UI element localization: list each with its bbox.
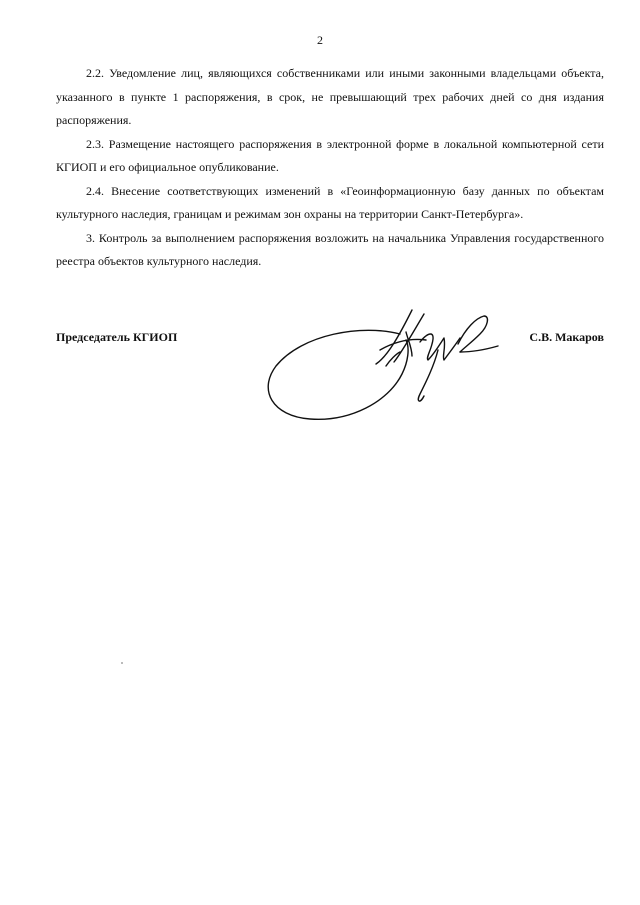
signature-icon — [262, 304, 502, 434]
signatory-name: С.В. Макаров — [529, 330, 604, 344]
scan-speck — [121, 662, 123, 664]
page-number: 2 — [317, 33, 323, 47]
paragraph-2-4: 2.4. Внесение соответствующих изменений в «Геоинформационную базу данных по объектам культурного наследия, границам и режимам зон охраны на территории Санкт-Петербурга». — [56, 183, 604, 221]
paragraph-2-3: 2.3. Размещение настоящего распоряжения в электронной форме в локальной компьютерной сети КГИОП и его официальное опубликование. — [56, 136, 604, 174]
signatory-title: Председатель КГИОП — [56, 330, 178, 344]
paragraph-2-2: 2.2. Уведомление лиц, являющихся собственниками или иными законными владельцами объекта, указанного в пункте 1 распоряжения, в срок, не превышающий трех рабочих дней со дня издания распоряжения. — [56, 66, 604, 127]
document-body — [56, 62, 604, 274]
paragraph-3: 3. Контроль за выполнением распоряжения возложить на начальника Управления государственного реестра объектов культурного наследия. — [56, 230, 604, 268]
